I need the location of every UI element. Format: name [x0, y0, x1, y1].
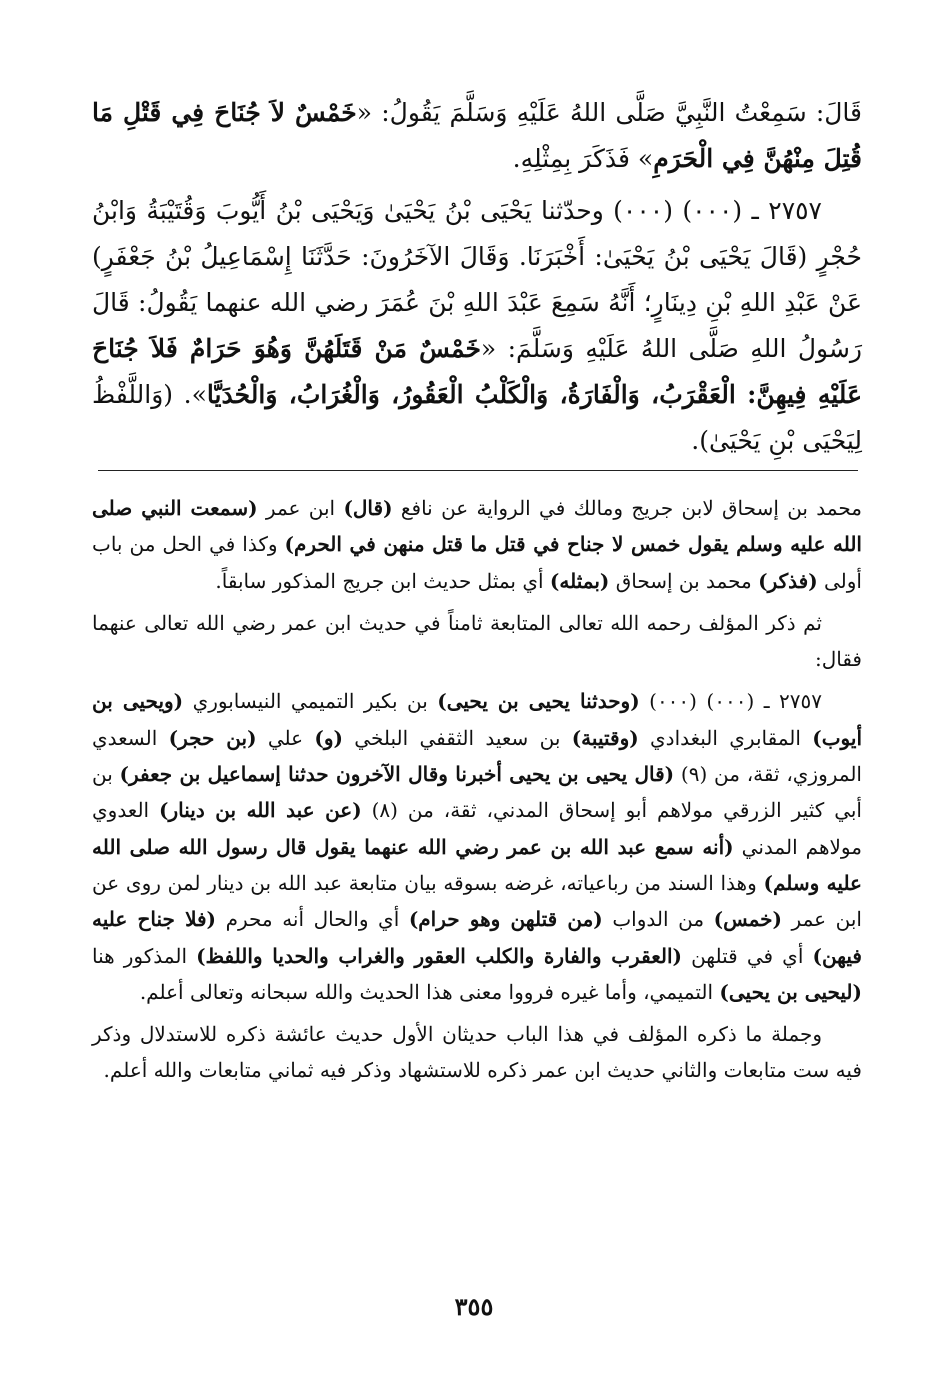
text-run: ». (وَاللَّفْظُ لِيَحْيَى بْنِ يَحْيَىٰ).: [92, 380, 862, 455]
hadith-text: [92, 90, 862, 470]
text-run: وهذا السند من رباعياته، غرضه بسوقه بيان متابعة عبد الله بن دينار لمن روى عن ابن عمر: [92, 870, 862, 932]
text-run: ٢٧٥٧ ـ (٠٠٠) (٠٠٠): [639, 689, 822, 714]
text-run: السعدي المروزي، ثقة، من (٩): [92, 725, 862, 787]
commentary-paragraph-3: [92, 683, 862, 1010]
bold-text-run: (ليحيى بن يحيى): [719, 979, 862, 1004]
text-run: من الدواب: [602, 907, 714, 932]
footnote-divider: [98, 470, 858, 471]
text-run: أي والحال أنه محرم: [216, 907, 409, 932]
text-run: علي: [256, 725, 315, 750]
text-run: وكذا في الحل من باب أولى: [92, 532, 862, 593]
text-run: محمد بن إسحاق لابن جريج ومالك في الرواية عن نافع: [392, 496, 862, 520]
bold-text-run: (خمس): [713, 907, 782, 932]
bold-text-run: (قال يحيى بن يحيى أخبرنا وقال الآخرون حدثنا إسماعيل بن جعفر): [119, 762, 675, 787]
bold-text-run: خَمْسٌ لاَ جُنَاحَ فِي قَتْلِ مَا قُتِلَ مِنْهُنَّ فِي الْحَرَمِ: [92, 98, 862, 173]
text-run: التميمي، وأما غيره فرووا معنى هذا الحديث والله سبحانه وتعالى أعلم.: [139, 979, 720, 1004]
text-run: وجملة ما ذكره المؤلف في هذا الباب حديثان الأول حديث عائشة ذكره للاستدلال وذكر فيه ست متابعات والثاني حديث ابن عمر ذكره للاستشهاد وذكر فيه ثماني متابعات والله أعلم.: [92, 1022, 862, 1083]
text-run: بن بكير التميمي النيسابوري: [183, 689, 438, 714]
commentary-paragraph-1: [92, 490, 862, 599]
bold-text-run: (بمثله): [549, 568, 610, 593]
bold-text-run: (ويحيى بن أيوب): [92, 689, 862, 750]
hadith-paragraph-2: [92, 188, 862, 464]
bold-text-run: (و): [314, 725, 343, 750]
bold-text-run: (سمعت النبي صلى الله عليه وسلم يقول خمس لا جناح في قتل ما قتل منهن في الحرم): [92, 496, 862, 557]
text-run: ٢٧٥٧ ـ (٠٠٠) (٠٠٠) وحدّثنا يَحْيَى بْنُ يَحْيَىٰ وَيَحْيَى بْنُ أَيُّوبَ وَقُتَيْبَةُ وَابْنُ حُجْرٍ (قَالَ يَحْيَى بْنُ يَحْيَىٰ: أَخْبَرَنَا. وَقَالَ الآخَرُونَ: حَدَّثَنَا إِسْمَاعِيلُ بْنُ جَعْفَرٍ) عَنْ عَبْدِ اللهِ بْنِ دِينَارٍ؛ أَنَّهُ سَمِعَ عَبْدَ اللهِ بْنَ عُمَرَ رضي الله عنهما يَقُولُ: قَالَ رَسُولُ اللهِ صَلَّى اللهُ عَلَيْهِ وَسَلَّمَ: «: [92, 196, 862, 363]
text-run: قَالَ: سَمِعْتُ النَّبِيَّ صَلَّى اللهُ عَلَيْهِ وَسَلَّمَ يَقُولُ: «: [356, 98, 862, 127]
bold-text-run: (بن حجر): [168, 725, 257, 750]
bold-text-run: (عن عبد الله بن دينار): [159, 798, 362, 823]
bold-text-run: خَمْسٌ مَنْ قَتَلَهُنَّ وَهُوَ حَرَامٌ فَلاَ جُنَاحَ عَلَيْهِ فِيهِنَّ: الْعَقْرَبُ، وَالْفَارَةُ، وَالْكَلْبُ الْعَقُورُ، وَالْغُرَابُ، وَالْحُدَيَّا: [92, 334, 862, 409]
text-run: بن أبي كثير الزرقي مولاهم أبو إسحاق المدني، ثقة، من (٨): [92, 762, 862, 823]
text-run: » فَذَكَرَ بِمِثْلِهِ.: [512, 144, 654, 173]
bold-text-run: (العقرب والفارة والكلب العقور والغراب والحديا واللفظ): [196, 943, 682, 968]
text-run: ثم ذكر المؤلف رحمه الله تعالى المتابعة ثامناً في حديث ابن عمر رضي الله تعالى عنهما فقال:: [92, 610, 862, 672]
text-run: المقابري البغدادي: [638, 725, 813, 750]
text-run: بن سعيد الثقفي البلخي: [342, 725, 572, 750]
text-run: ابن عمر: [257, 496, 344, 520]
text-run: أي في قتلهن: [681, 943, 813, 968]
commentary-text: [92, 490, 862, 1095]
commentary-paragraph-4: [92, 1016, 862, 1089]
bold-text-run: (وقتيبة): [571, 725, 639, 750]
text-run: أي بمثل حديث ابن جريج المذكور سابقاً.: [215, 568, 550, 593]
bold-text-run: (قال): [343, 496, 393, 520]
bold-text-run: (وحدثنا يحيى بن يحيى): [437, 689, 640, 714]
commentary-paragraph-2: [92, 605, 862, 678]
bold-text-run: (أنه سمع عبد الله بن عمر رضي الله عنهما يقول قال رسول الله صلى الله عليه وسلم): [92, 834, 862, 895]
page-number: ٣٥٥: [454, 1292, 494, 1321]
bold-text-run: (من قتلهن وهو حرام): [408, 907, 603, 932]
hadith-paragraph-1: [92, 90, 862, 182]
text-run: العدوي مولاهم المدني: [92, 798, 862, 859]
text-run: محمد بن إسحاق: [609, 568, 759, 593]
bold-text-run: (فذكر): [758, 568, 818, 593]
text-run: المذكور هنا: [92, 943, 197, 968]
bold-text-run: (فلا جناح عليه فيهن): [92, 907, 862, 968]
